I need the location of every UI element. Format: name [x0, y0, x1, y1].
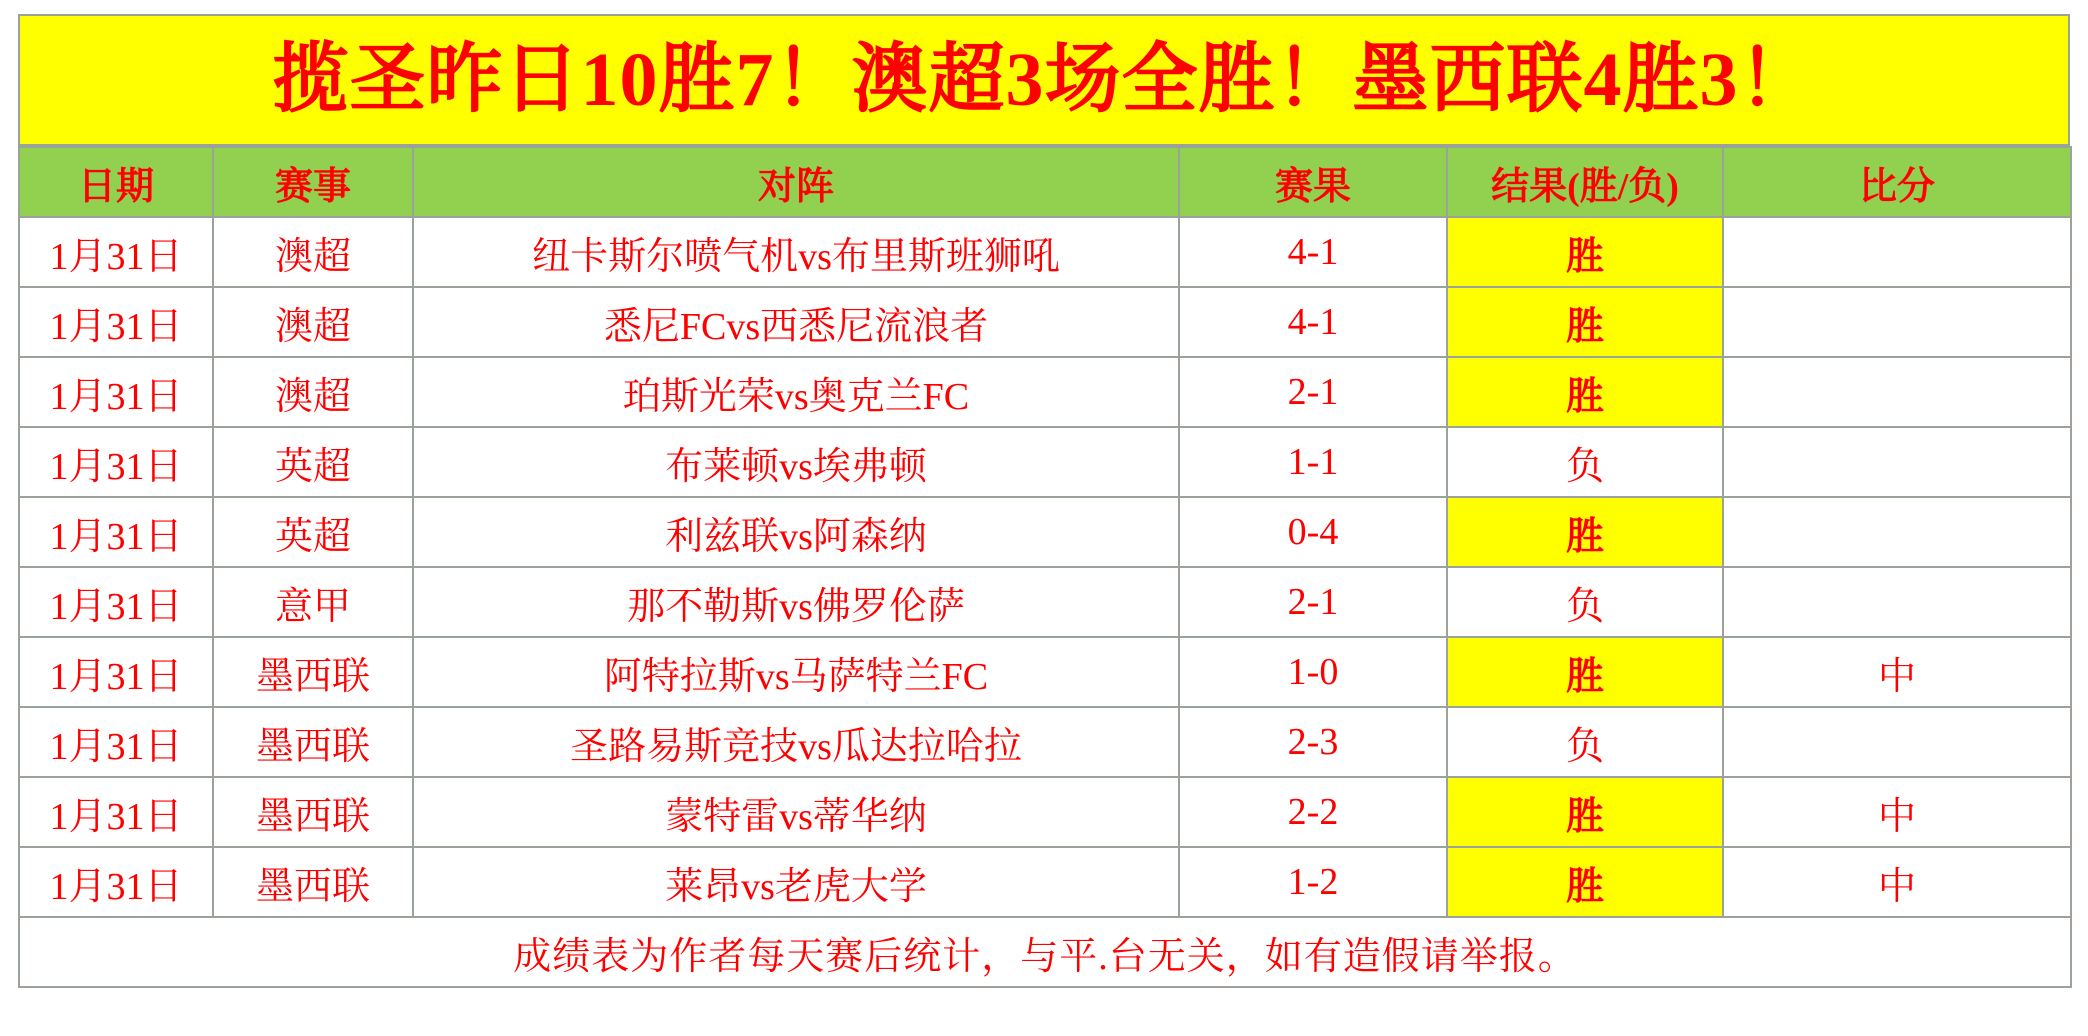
- cell-league: 英超: [213, 497, 413, 567]
- cell-score: 1-0: [1179, 637, 1447, 707]
- cell-date: 1月31日: [19, 357, 213, 427]
- table-row: [19, 497, 2071, 567]
- table-row: [19, 637, 2071, 707]
- cell-match: 布莱顿vs埃弗顿: [413, 427, 1179, 497]
- cell-match: 珀斯光荣vs奥克兰FC: [413, 357, 1179, 427]
- cell-result: 胜: [1447, 637, 1723, 707]
- cell-league: 澳超: [213, 357, 413, 427]
- cell-note: [1723, 707, 2071, 777]
- cell-match: 悉尼FCvs西悉尼流浪者: [413, 287, 1179, 357]
- cell-match: 利兹联vs阿森纳: [413, 497, 1179, 567]
- cell-score: 1-2: [1179, 847, 1447, 917]
- cell-note: 中: [1723, 777, 2071, 847]
- cell-note: [1723, 217, 2071, 287]
- column-header-league: 赛事: [213, 147, 413, 217]
- cell-league: 澳超: [213, 287, 413, 357]
- cell-match: 圣路易斯竞技vs瓜达拉哈拉: [413, 707, 1179, 777]
- cell-note: [1723, 427, 2071, 497]
- cell-result: 负: [1447, 567, 1723, 637]
- cell-result: 胜: [1447, 497, 1723, 567]
- cell-result: 胜: [1447, 357, 1723, 427]
- cell-date: 1月31日: [19, 217, 213, 287]
- cell-note: [1723, 497, 2071, 567]
- table-row: [19, 287, 2071, 357]
- cell-league: 英超: [213, 427, 413, 497]
- cell-result: 负: [1447, 707, 1723, 777]
- table-row: [19, 777, 2071, 847]
- cell-date: 1月31日: [19, 637, 213, 707]
- cell-result: 胜: [1447, 287, 1723, 357]
- table-row: [19, 217, 2071, 287]
- table-row: [19, 707, 2071, 777]
- table-body: [19, 217, 2071, 917]
- cell-result: 胜: [1447, 777, 1723, 847]
- cell-league: 墨西联: [213, 637, 413, 707]
- cell-result: 负: [1447, 427, 1723, 497]
- cell-score: 2-1: [1179, 357, 1447, 427]
- cell-league: 墨西联: [213, 707, 413, 777]
- cell-date: 1月31日: [19, 707, 213, 777]
- cell-date: 1月31日: [19, 427, 213, 497]
- cell-league: 澳超: [213, 217, 413, 287]
- column-header-score: 赛果: [1179, 147, 1447, 217]
- cell-date: 1月31日: [19, 497, 213, 567]
- column-header-note: 比分: [1723, 147, 2071, 217]
- table-row: [19, 357, 2071, 427]
- cell-score: 4-1: [1179, 217, 1447, 287]
- cell-note: [1723, 567, 2071, 637]
- column-header-match: 对阵: [413, 147, 1179, 217]
- cell-match: 那不勒斯vs佛罗伦萨: [413, 567, 1179, 637]
- cell-league: 意甲: [213, 567, 413, 637]
- column-header-result: 结果(胜/负): [1447, 147, 1723, 217]
- headline-banner: 揽圣昨日10胜7！澳超3场全胜！墨西联4胜3！: [18, 14, 2070, 146]
- cell-result: 胜: [1447, 847, 1723, 917]
- cell-match: 蒙特雷vs蒂华纳: [413, 777, 1179, 847]
- footer-row: [19, 917, 2071, 987]
- cell-result: 胜: [1447, 217, 1723, 287]
- table-header: [19, 147, 2071, 217]
- cell-score: 4-1: [1179, 287, 1447, 357]
- cell-score: 0-4: [1179, 497, 1447, 567]
- table-row: [19, 847, 2071, 917]
- cell-note: 中: [1723, 847, 2071, 917]
- cell-date: 1月31日: [19, 567, 213, 637]
- cell-score: 1-1: [1179, 427, 1447, 497]
- cell-date: 1月31日: [19, 287, 213, 357]
- cell-date: 1月31日: [19, 777, 213, 847]
- cell-score: 2-3: [1179, 707, 1447, 777]
- cell-match: 阿特拉斯vs马萨特兰FC: [413, 637, 1179, 707]
- table-row: [19, 427, 2071, 497]
- cell-score: 2-2: [1179, 777, 1447, 847]
- footer-note: 成绩表为作者每天赛后统计，与平.台无关，如有造假请举报。: [19, 917, 2071, 987]
- column-header-date: 日期: [19, 147, 213, 217]
- cell-league: 墨西联: [213, 777, 413, 847]
- header-row: [19, 147, 2071, 217]
- results-table: [18, 146, 2072, 988]
- cell-score: 2-1: [1179, 567, 1447, 637]
- table-row: [19, 567, 2071, 637]
- cell-match: 莱昂vs老虎大学: [413, 847, 1179, 917]
- cell-league: 墨西联: [213, 847, 413, 917]
- cell-note: 中: [1723, 637, 2071, 707]
- cell-note: [1723, 357, 2071, 427]
- cell-date: 1月31日: [19, 847, 213, 917]
- cell-note: [1723, 287, 2071, 357]
- cell-match: 纽卡斯尔喷气机vs布里斯班狮吼: [413, 217, 1179, 287]
- table-footer: [19, 917, 2071, 987]
